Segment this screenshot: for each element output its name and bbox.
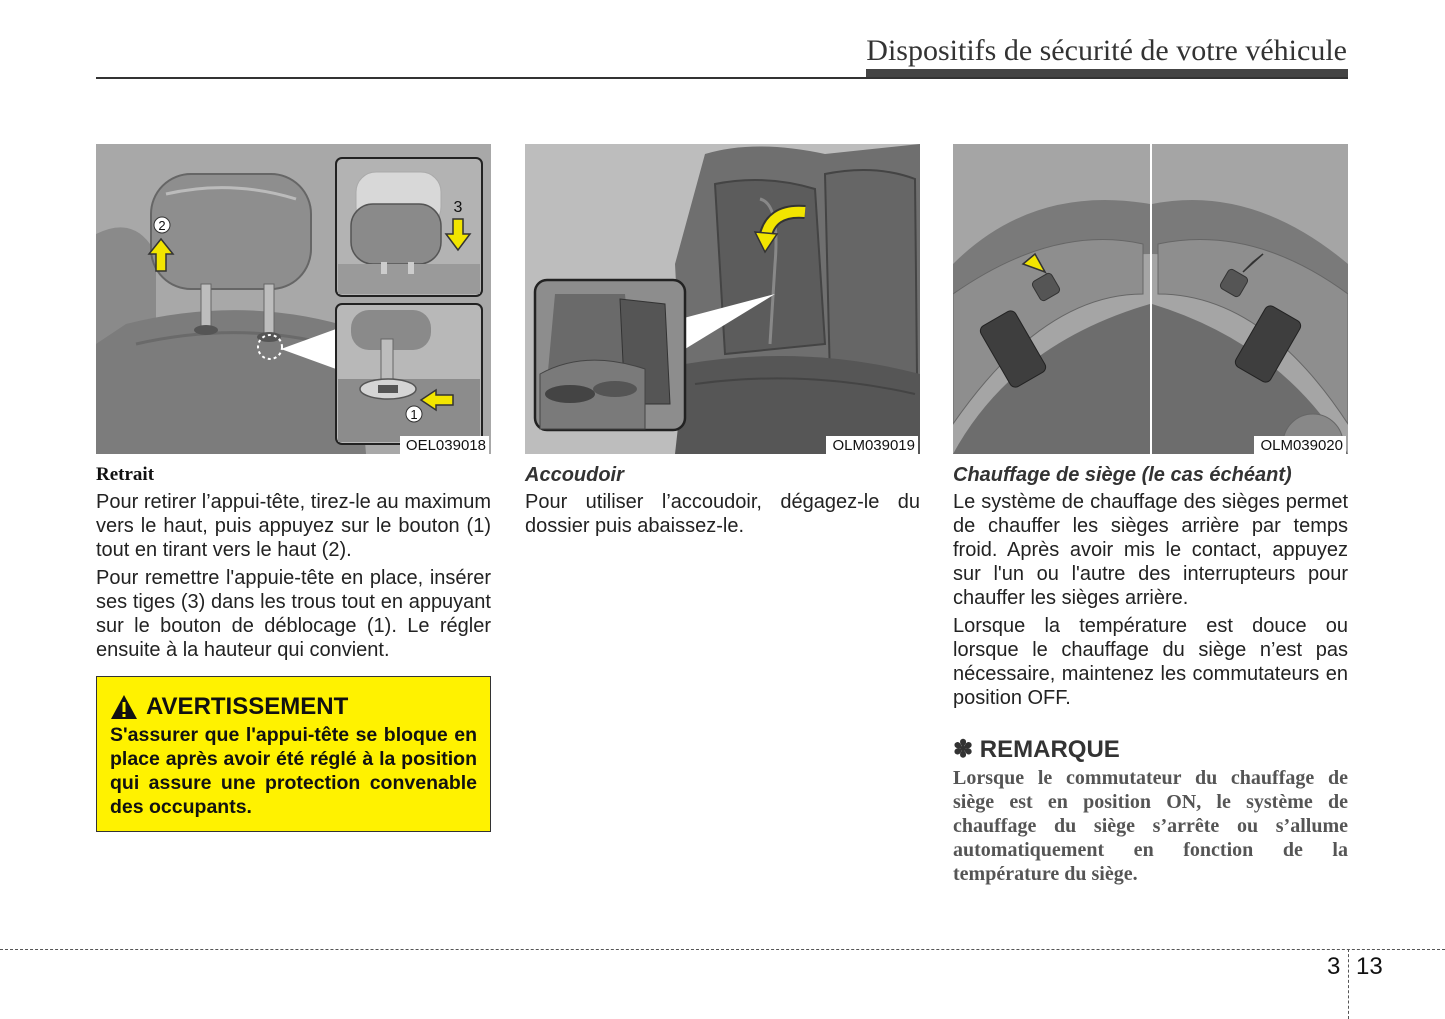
armrest-illustration [525,144,920,454]
section-title-accoudoir: Accoudoir [525,464,624,486]
figure-seat-heating [953,144,1348,454]
footer-page-separator [1348,949,1349,1019]
figure-code: OLM039020 [1254,436,1346,454]
warning-text: S'assurer que l'appui-tête se bloque en place après avoir été réglé à la position qui assure une protection convenable des occupants. [110,724,477,818]
warning-title: AVERTISSEMENT [146,693,349,720]
paragraph: Lorsque la température est douce ou lorsque le chauffage du siège n’est pas nécessaire, maintenez les commutateurs en position OFF. [953,615,1348,709]
figure-armrest [525,144,920,454]
remark-text: Lorsque le commutateur du chauffage de siège est en position ON, le système de chauffage du siège s’arrête ou s’allume automatiquement en fonction de la température du siège. [953,767,1348,885]
chapter-number: 3 [1327,953,1341,980]
page-number: 13 [1356,953,1383,980]
paragraph: Pour utiliser l’accoudoir, dégagez-le du dossier puis abaissez-le. [525,491,920,537]
callout-3: 3 [453,199,463,216]
section-title-retrait: Retrait [96,464,155,485]
seat-heating-illustration [953,144,1348,454]
remark-title: ✽ REMARQUE [953,736,1120,763]
footer-divider [0,949,1445,950]
warning-header [110,693,477,721]
column-headrest [96,144,491,832]
page-header-title: Dispositifs de sécurité de votre véhicule [866,34,1347,67]
callout-2: 2 [158,218,166,233]
column-seat-heating [953,144,1348,886]
section-title-chauffage: Chauffage de siège (le cas échéant) [953,464,1292,486]
paragraph: Le système de chauffage des sièges permet de chauffer les sièges arrière par temps froid. Après avoir mis le contact, appuyez sur l'un ou l'autre des interrupteurs pour chauffer les sièges arrière. [953,491,1348,609]
figure-code: OLM039019 [826,436,918,454]
figure-headrest [96,144,491,454]
callout-1: 1 [410,407,418,422]
figure-code: OEL039018 [400,436,489,454]
header-rule [96,77,1348,79]
column-armrest [525,144,920,538]
headrest-illustration [96,144,491,454]
paragraph: Pour remettre l'appuie-tête en place, insérer ses tiges (3) dans les trous tout en appuyant sur le bouton de déblocage (1). Le régler ensuite à la hauteur qui convient. [96,567,491,661]
paragraph: Pour retirer l’appui-tête, tirez-le au maximum vers le haut, puis appuyez sur le bouton (1) tout en tirant vers le haut (2). [96,491,491,561]
warning-box [96,676,491,832]
warning-triangle-icon [110,694,138,720]
